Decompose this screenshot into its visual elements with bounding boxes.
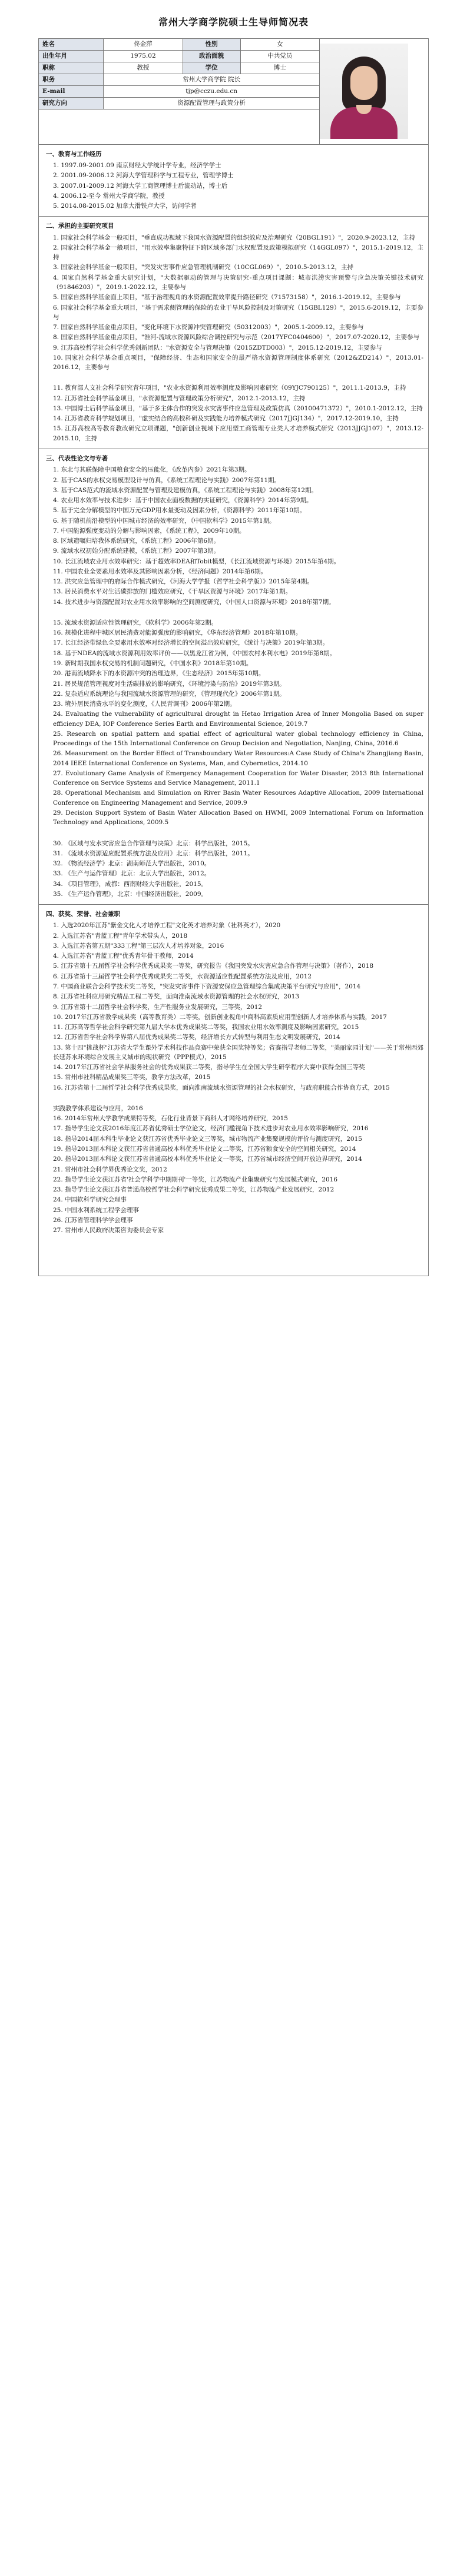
list-item: 13. 居民消费水平对生活碳排放的门槛效应研究，《干旱区资源与环境》2017年第1期。 <box>53 588 292 596</box>
list-item: 1. 东北与其联保障中国粮食安全的压能化，《改革内参》2021年第3期。 <box>53 466 251 474</box>
projects-heading: 二、承担的主要研究项目 <box>46 223 114 230</box>
list-item: 2. 入选江苏省"青蓝工程"青年学术带头人，2018 <box>53 932 188 940</box>
list-item: 15. 常州市社科精品成果奖三等奖，教学方法改革，2015 <box>53 1074 211 1081</box>
list-item: 20. 港南流域降水下的水资源冲突的治理边界，《生态经济》2015年第10期。 <box>53 670 265 678</box>
email-value: tjp@cczu.edu.cn <box>104 85 320 97</box>
projects-list-continued <box>44 383 423 443</box>
list-item: 1. 入选2020年江苏"紫金文化人才培养工程"文化英才培养对象（社科英才），2020 <box>53 922 281 930</box>
list-item: 9. 江苏高校哲学社会科学优秀创新团队："水资源安全与管理决策（2015ZDTD003）"，2015.12-2019.12，主要参与 <box>53 344 382 351</box>
name-value: 佟金萍 <box>104 38 183 50</box>
books-list <box>44 839 423 899</box>
list-item: 12. 江苏省哲学社会科学界第八届优秀成果奖二等奖，经济增长方式转型与利用生态文明发展研究，2014 <box>53 1034 340 1041</box>
list-item: 12. 洪灾应急管理中的府际合作模式研究，《河海大学学报（哲学社会科学版）》2015年第4期。 <box>53 578 313 586</box>
list-item: 23. 境外居民消费水平的变化测度，《人民青调刊》2006年第2期。 <box>53 701 236 708</box>
list-item: 10. 2017年江苏省教学成果奖（高等教育类）二等奖，创新创业视角中商科高素质应用型创新人才培养体系与实践，2017 <box>53 1013 387 1021</box>
list-item: 31. 《流域水资源适应配置系统方法及应用》北京：科学出版社，2011。 <box>53 849 254 857</box>
title-label: 职称 <box>39 62 104 74</box>
awards-heading: 四、获奖、荣誉、社会兼职 <box>46 911 120 918</box>
education-section <box>38 144 429 217</box>
education-list <box>44 161 423 211</box>
list-item: 32. 《物流经济学》北京：湖南师范大学出版社，2010。 <box>53 860 211 868</box>
list-item: 27. 常州市人民政府决策咨询委员会专家 <box>53 1227 164 1234</box>
info-spacer <box>39 109 320 144</box>
list-item: 34. 《项目管理》，成都：西南财经大学出版社，2015。 <box>53 880 208 888</box>
list-item: 26. 江苏省管理科学学会理事 <box>53 1216 133 1224</box>
list-item: 1. 1997.09-2001.09 南京财经大学统计学专业，经济学学士 <box>53 162 221 170</box>
list-item: 26. Measurement on the Border Effect of Transboundary Water Resources:A Case Study of China's Zhangjiang Basin, 2014 IEEE International Conference on Systems, Man, and Cybernetics, 2014.10 <box>53 750 423 767</box>
list-item: 2. 国家社会科学基金一般项目，"用水效率集聚特征下跨区域多部门水权配置及政策模拟研究（14GGL097）"，2015.1-2019.12，主持 <box>53 244 423 261</box>
list-item: 13. 中国博士后科学基金项目，"基于多主体合作的突发水灾害事件应急管理及政策仿真（20100471372）"，2010.1-2012.12，主持 <box>53 404 423 412</box>
list-item: 28. Operational Mechanism and Simulation on River Basin Water Resources Adaptive Allocation, 2009 International Conference on Engineering Management and Service, 2009.9 <box>53 789 423 806</box>
birth-value: 1975.02 <box>104 50 183 62</box>
projects-section <box>38 216 429 449</box>
list-item: 25. Research on spatial pattern and spatial effect of agricultural water global technology efficiency in China, Proceedings of the 15th International Conference on Group Decision and Negotiation, Nanjing, China, 2016.6 <box>53 730 423 748</box>
list-item: 18. 指导2014届本科生毕业论文获江苏省优秀毕业论文三等奖，城市物流产业集聚规模的评价与测度研究，2015 <box>53 1135 362 1143</box>
projects-divider <box>44 373 423 383</box>
papers-list-continued <box>44 618 423 828</box>
projects-list <box>44 233 423 373</box>
list-item: 24. Evaluating the vulnerability of agricultural drought in Hetao Irrigation Area of Inner Mongolia Based on super efficiency DEA, IOP Conference Series Earth and Environmental Science, 2019.7 <box>53 711 423 728</box>
name-label: 姓名 <box>39 38 104 50</box>
email-label: E-mail <box>39 85 104 97</box>
list-item: 6. 国家社会科学基金重大项目，"基于需求侧管理的保险的农业干旱风险控制及对策研究（15GBL129）"，2015.6-2019.12，主要参与 <box>53 304 423 321</box>
avatar-face <box>350 66 377 100</box>
list-item: 7. 中国商业联合会科学技术奖二等奖，"突发灾害事件下资源安保应急管理综合集成决策平台研究与应用"，2014 <box>53 982 361 990</box>
degree-label: 学位 <box>183 62 240 74</box>
list-item: 2. 2001.09-2006.12 河海大学管理科学与工程专业，管理学博士 <box>53 172 234 180</box>
title-value: 教授 <box>104 62 183 74</box>
gender-value: 女 <box>240 38 320 50</box>
politics-value: 中共党员 <box>240 50 320 62</box>
list-item: 14. 江苏省教育科学规划项目，"虚实结合的高校科研及实践能力培养模式研究（2017JJGJ134）"，2017.12-2019.10，主持 <box>53 415 399 423</box>
papers-heading: 三、代表性论文与专著 <box>46 454 108 462</box>
list-item: 16. 江苏省第十二届哲学社会科学优秀成果奖，面向淮南流域水资源管理的社会水权研究，与政府职能合作协商方式，2015 <box>53 1084 390 1091</box>
list-item: 8. 江苏省社科应用研究精品工程二等奖，面向淮南流域水资源管理的社会水权研究，2013 <box>53 993 300 1001</box>
list-item: 4. 入选江苏省"青蓝工程"优秀青年骨干教师，2014 <box>53 952 194 960</box>
list-item: 9. 江苏省第十二届哲学社会科学奖，生产性服务业发展研究，三等奖，2012 <box>53 1003 263 1011</box>
papers-list <box>44 465 423 607</box>
list-item: 12. 江苏省社会科学基金项目，"水资源配置与管理政策分析研究"，2012.1-2013.12，主持 <box>53 394 306 402</box>
list-item: 5. 基于完全分解模型的中国万元GDP用水量变动及因素分析，《资源科学》2011年第10期。 <box>53 507 306 514</box>
info-table <box>38 38 429 145</box>
list-item: 35. 《生产运作管理》，北京：中国经济出版社，2009。 <box>53 890 208 898</box>
list-item: 3. 2007.01-2009.12 河海大学工商管理博士后流动站，博士后 <box>53 182 228 190</box>
position-value: 常州大学商学院 院长 <box>104 74 320 85</box>
list-item: 11. 中国农业全要素用水效率及其影响因素分析，《经济问题》2014年第6期。 <box>53 567 267 575</box>
papers-divider-2 <box>44 828 423 839</box>
list-item: 15. 流域水资源适应性管理研究，《软科学》2006年第2期。 <box>53 619 218 626</box>
list-item: 5. 国家自然科学基金面上项目，"基于治理视角的水资源配置效率提升路径研究（71573158）"，2016.1-2019.12，主要参与 <box>53 294 401 301</box>
list-item: 4. 国家自然科学基金重大研究计划，"大数据驱动的管理与决策研究-重点项目课题：城市洪涝灾害预警与应急决策关键技术研究（91846203）"，2019.1-2022.12，主要参与 <box>53 274 423 291</box>
awards-list <box>44 921 423 1093</box>
papers-section <box>38 449 429 905</box>
list-item: 2. 基于CAS的水权交易模型设计与仿真，《系统工程理论与实践》2007年第11期。 <box>53 476 280 484</box>
list-item: 7. 中国能源强度变动的分解与影响因素，《系统工程》，2009年10期。 <box>53 527 246 535</box>
list-item: 19. 新时期我国水权交易的机制问题研究，《中国水利》2018年第10期。 <box>53 660 253 668</box>
list-item: 21. 居民规范管理视度对生活碳排放的影响研究，《环境污染与防治》2019年第3期。 <box>53 680 286 688</box>
awards-list-continued <box>44 1104 423 1235</box>
list-item: 29. Decision Support System of Basin Water Allocation Based on HWMI, 2009 International Forum on Information Technology and Applications, 2009.5 <box>53 809 423 826</box>
list-item: 25. 中国水利系统工程学会理事 <box>53 1206 140 1214</box>
list-item: 16. 规模化进程中城区居民消费对能源强度的影响研究，《华东经济管理》2018年第10期。 <box>53 629 302 637</box>
list-item: 8. 区域遗嘱归培我体系统研究，《系统工程》2006年第6期。 <box>53 537 220 545</box>
list-item: 24. 中国软科学研究会理事 <box>53 1196 127 1204</box>
awards-divider <box>44 1093 423 1104</box>
list-item: 3. 入选江苏省第五期"333工程"第三层次人才培养对象，2016 <box>53 942 224 950</box>
awards-section <box>38 904 429 1276</box>
list-item: 17. 长江经济带绿色全要素用水效率对经济增长的空间溢出效应研究，《统计与决策》2019年第3期。 <box>53 639 329 647</box>
awards-bottom-space <box>44 1236 423 1271</box>
list-item: 10. 长江流域农业用水效率研究：基于超效率DEA和Tobit模型，《长江流域资源与环境》2015年第4期。 <box>53 557 340 565</box>
list-item: 27. Evolutionary Game Analysis of Emergency Management Cooperation for Water Disaster, 2013 8th International Conference on Service Systems and Service Management, 2011.1 <box>53 769 423 787</box>
list-item: 11. 江苏高等哲学社会科学研究第九届大学本优秀成果奖二等奖，我国农业用水效率测度及影响因素研究，2015 <box>53 1024 359 1031</box>
list-item: 8. 国家自然科学基金重点项目，"淮河-流域水资源风险综合调控研究与示范（2017YFC0404600）"，2017.07-2020.12，主要参与 <box>53 334 420 341</box>
list-item: 9. 流域水权初始分配系统建模，《系统工程》2007年第3期。 <box>53 547 220 555</box>
list-item: 19. 指导2013届本科论文获江苏省普通高校本科优秀毕业论文二等奖，江苏省粮食安全的空间相关研究，2014 <box>53 1145 356 1153</box>
education-heading: 一、教育与工作经历 <box>46 150 102 158</box>
list-item: 18. 基于NDEA的流域水资源利用效率评价——以黑龙江省为例，《中国农村水利水电》2019年第8期。 <box>53 649 336 657</box>
list-item: 4. 农业用水效率与技术进步：基于中国农业面板数据的实证研究，《资源科学》2014年第9期。 <box>53 497 313 504</box>
list-item: 3. 基于CAS范式的流域水资源配置与管理及建模仿真，《系统工程理论与实践》2008年第12期。 <box>53 486 317 494</box>
list-item: 3. 国家社会科学基金一般项目，"突发灾害事件应急管理机制研究（10CGL069）"，2010.5-2013.12，主持 <box>53 264 354 271</box>
list-item: 10. 国家社会科学基金重点项目，"保障经济、生态和国家安全的最严格水资源管理制度体系研究（2012&ZD214）"，2013.01-2016.12，主要参与 <box>53 354 423 371</box>
list-item: 11. 教育部人文社会科学研究青年项目，"农业水资源利用效率测度及影响因素研究（09YJC790125）"，2011.1-2013.9，主持 <box>53 384 406 392</box>
research-value: 资源配置管理与政策分析 <box>104 97 320 109</box>
list-item: 14. 2017年江苏省社会学界服务社会的优秀成果获二等奖，指导学生在全国大学生研学程序大赛中获得全国三等奖 <box>53 1064 365 1071</box>
list-item: 22. 复杂适应系统理论与我国流域水资源管理的研究，《管理现代化》2006年第1期。 <box>53 690 286 698</box>
list-item: 14. 技术进步与资源配置对农业用水效率影响的空间测度研究，《中国人口资源与环境》2018年第7期。 <box>53 598 335 606</box>
list-item: 1. 国家社会科学基金一般项目，"垂直成功视域下我国水资源配置的组织效应及治理研究（20BGL191）"，2020.9-2023.12，主持 <box>53 234 415 241</box>
papers-divider <box>44 608 423 618</box>
list-item: 33. 《生产与运作管理》北京：北京大学出版社，2012。 <box>53 870 211 878</box>
list-item: 15. 江苏高校高等教育教改研究立项课题，"创新创业视域下应用型工商管理专业类人才培养模式研究（2013JJGJ107）"，2013.12-2015.10，主持 <box>53 425 423 442</box>
politics-label: 政治面貌 <box>183 50 240 62</box>
list-item: 实践教学体系建设与应用，2016 <box>53 1104 143 1112</box>
list-item: 16. 2014年常州大学教学成果特等奖，石化行业背景下商科人才网络培养研究，2015 <box>53 1115 288 1123</box>
photo-cell <box>320 38 429 144</box>
birth-label: 出生年月 <box>39 50 104 62</box>
gender-label: 性别 <box>183 38 240 50</box>
research-label: 研究方向 <box>39 97 104 109</box>
list-item: 21. 常州市社会科学界优秀论文奖，2012 <box>53 1166 167 1173</box>
list-item: 30. 《区域与发水灾害应急合作管理与决策》北京：科学出版社，2015。 <box>53 839 254 847</box>
list-item: 7. 国家自然科学基金重点项目，"变化环境下水资源冲突管理研究（50312003）"，2005.1-2009.12，主要参与 <box>53 324 364 331</box>
list-item: 6. 江苏省第十三届哲学社会科学优秀成果奖二等奖，水资源适应性配置系统方法及应用，2012 <box>53 972 312 980</box>
list-item: 17. 指导学生论文获2016年度江苏省优秀硕士学位论文，经济门槛视角下技术进步对农业用水效率影响研究，2016 <box>53 1125 369 1133</box>
position-label: 职务 <box>39 74 104 85</box>
list-item: 23. 指导学生论文获江苏省普通高校哲学社会科学研究优秀成果二等奖，江苏物流产业发展研究，2012 <box>53 1186 334 1194</box>
list-item: 5. 2014.08-2015.02 加拿大滑铁卢大学，访问学者 <box>53 203 197 210</box>
list-item: 13. 第十四"挑战杯"江苏省大学生课外学术科技作品竞赛中荣获全国奖特等奖；省赛指导老师二等奖，"美丽家园计划"——关于常州西郊长延苏水环境综合发展主义城市的现状研究（PPP模式），2015 <box>53 1044 423 1061</box>
avatar <box>320 44 408 139</box>
list-item: 22. 指导学生论文获江苏省'社会学科学中期期刊'一等奖，江苏物流产业集聚研究与发展模式研究，2016 <box>53 1176 338 1183</box>
list-item: 6. 基于随机前沿模型的中国城市经济的效率研究，《中国软科学》2015年第1期。 <box>53 517 276 525</box>
degree-value: 博士 <box>240 62 320 74</box>
list-item: 20. 指导2013届本科论文获江苏省普通高校本科优秀毕业论文一等奖，江苏省城市经济空间开放边界研究，2014 <box>53 1156 362 1163</box>
list-item: 4. 2006.12-至今 常州大学商学院，教授 <box>53 192 165 200</box>
list-item: 5. 江苏省第十五届哲学社会科学优秀成果奖一等奖，研究报告《我国突发水灾害应急合作管理与决策》（著作），2018 <box>53 962 374 970</box>
page-title: 常州大学商学院硕士生导师简况表 <box>158 16 309 28</box>
